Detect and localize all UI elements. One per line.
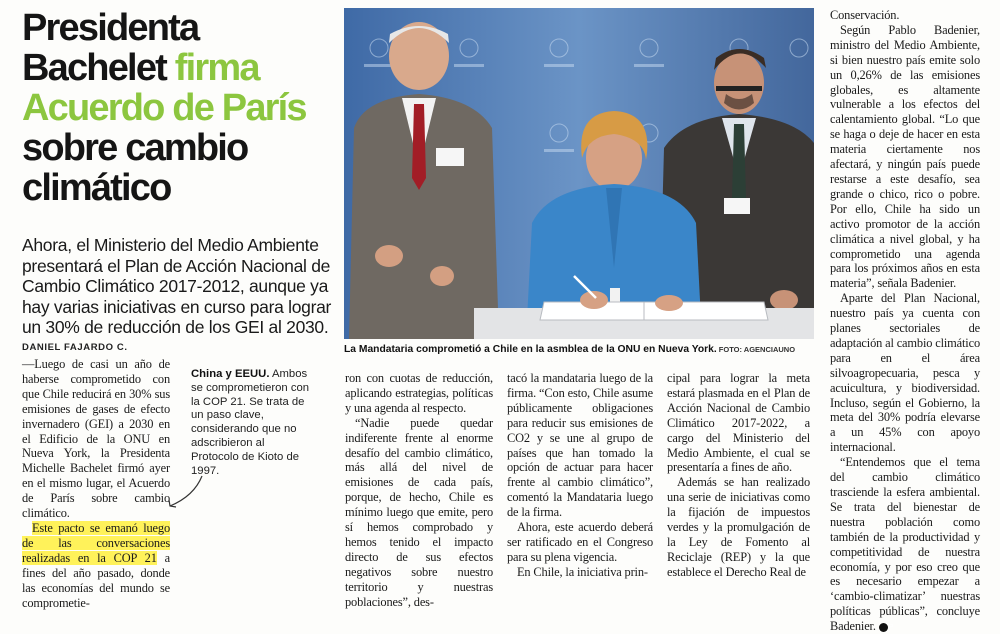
arrow-icon [160,470,210,516]
paragraph [830,455,980,634]
paragraph-rest: a fines del año pasado, donde las economías del mundo se comprometie- [22,550,170,610]
paragraph: Según Pablo Badenier, ministro del Medio Ambiente, si bien nuestro país emite solo un 0,26% de las emisiones globales, es altamente vulnerable a los efectos del calentamiento global. “Lo que se haga o deje de hacer en esta materia ciertamente nos afectará, y ningún país puede restarse a este desafío, sea grande o chico, rico o pobre. Por ello, Chile ha sido un activo promotor de la acción climática a nivel global, y ha comprometido una agenda para los próximos años en esta materia”, señala Badenier. [830,22,980,291]
article-column-4 [507,371,653,580]
photo-credit: FOTO: AGENCIAUNO [716,345,796,354]
paragraph: cipal para lograr la meta estará plasmada en el Plan de Acción Nacional de Cambio Climático 2017-2022, a cargo del Ministerio del Medio Ambiente, el cual se presentaría a fines de año. [667,371,810,475]
end-mark-icon: P [879,623,888,632]
sidebar-body: Ambos se comprometieron con la COP 21. Se trata de un paso clave, considerando que no adscribieron al Protocolo de Kioto de 1997. [191,368,310,477]
byline: DANIEL FAJARDO C. [22,342,128,353]
caption-text: La Mandataria comprometió a Chile en la asmblea de la ONU en Nueva York. [344,344,717,355]
article-column-6 [830,8,980,634]
highlighted-text: Este pacto se emanó luego de las conversaciones realizadas en la COP 21 [22,520,170,565]
photo-illustration [344,8,814,339]
headline-green-word: firma [174,47,259,89]
paragraph: tacó la mandataria luego de la firma. “Con esto, Chile asume públicamente obligaciones para reducir sus emisiones de CO2 y se une al grupo de países que han tomado la opción de actuar para hacer frente al cambio climático”, comentó la Mandataria luego de la firma. [507,371,653,520]
paragraph: —Luego de casi un año de haberse comprometido con que Chile reducirá en 30% sus emisiones de gases de efecto invernadero (GEI) a 2030 en el Edificio de la ONU en Nueva York, la Presidenta Michelle Bachelet firmó ayer en el mismo lugar, el Acuerdo de París sobre cambio climático. [22,357,170,521]
paragraph: “Nadie puede quedar indiferente frente al enorme desafío del cambio climático, más allá del nivel de emisiones de cada país, porque, de hecho, Chile es mínimo luego que emite, pero sí hemos comprobado y hemos tenido el impacto directo de sus efectos negativos sobre nuestro territorio y nuestras poblaciones”, des- [345,415,493,609]
article-column-3 [345,371,493,610]
headline-black-word: Bachelet [22,47,167,89]
photo-caption [344,343,814,356]
paragraph: ron con cuotas de reducción, aplicando estrategias, políticas y una agenda al respecto. [345,371,493,415]
article-column-1 [22,357,170,610]
headline-line-4: sobre cambio [22,127,248,169]
paragraph-text: “Entendemos que el tema del cambio climático trasciende la esfera ambiental. Se trata del bienestar de nuestra población como también de la productividad y competitividad de nuestra economía, y por eso creo que es necesario empezar a ‘cambio-climatizar’ nuestras políticas públicas”, concluye Badenier. [830,455,980,634]
headline [22,8,342,208]
headline-line-1: Presidenta [22,7,199,49]
headline-line-5: climático [22,167,171,209]
paragraph: En Chile, la iniciativa prin- [517,564,648,579]
news-photo [344,8,814,339]
article-column-5 [667,371,810,580]
paragraph: Ahora, este acuerdo deberá ser ratificado en el Congreso para su plena vigencia. [507,520,653,564]
headline-line-2 [22,48,342,88]
sidebar-note [191,368,311,478]
article-dek: Ahora, el Ministerio del Medio Ambiente presentará el Plan de Acción Nacional de Cambio Climático 2017-2012, aunque ya hay varias iniciativas en curso para lograr un 30% de reducción de los GEI al 2030. [22,235,332,337]
paragraph: Aparte del Plan Nacional, nuestro país ya cuenta con planes sectoriales de adaptación al cambio climático para en el área silvoagropecuaria, pesca y acuicultura, y biodiversidad. Incluso, según el Gobierno, la meta del 30% podría elevarse a un 45% con apoyo internacional. [830,291,980,455]
paragraph [22,521,170,610]
paragraph: Conservación. [830,8,900,22]
headline-line-3: Acuerdo de París [22,87,306,129]
paragraph: Además se han realizado una serie de iniciativas como la fijación de impuestos verdes y la promulgación de la Ley de Fomento al Reciclaje (REP) y la que establece el Derecho Real de [667,475,810,579]
sidebar-title: China y EEUU. [191,368,270,380]
